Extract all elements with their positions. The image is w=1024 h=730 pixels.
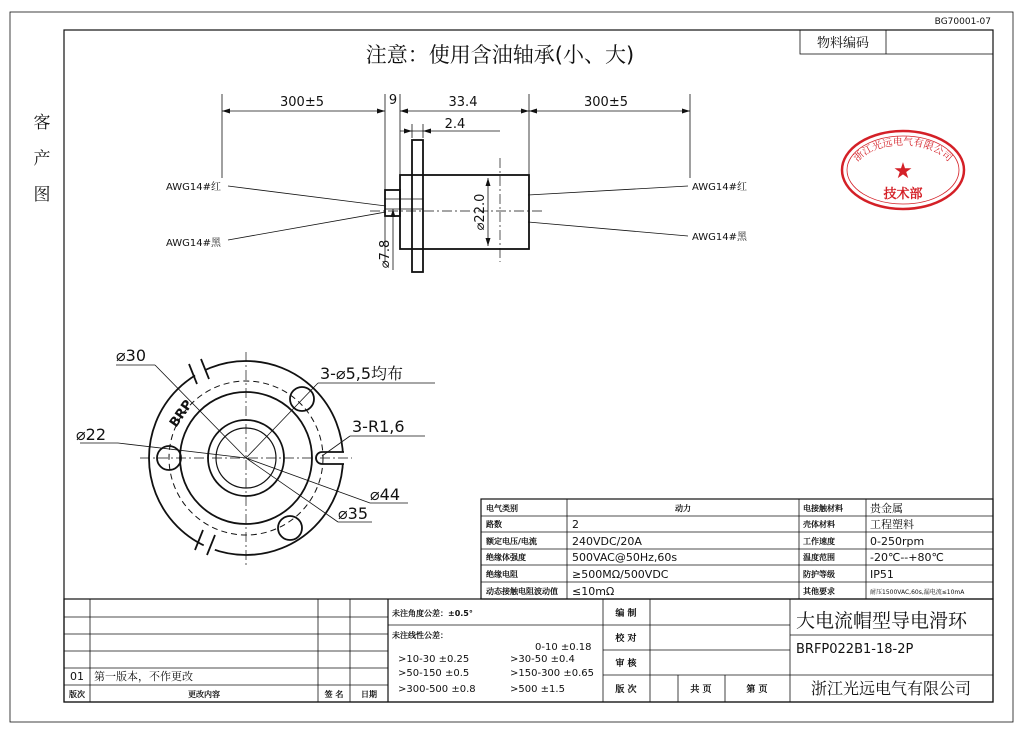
mount-hole-3 (278, 516, 302, 540)
seal-dept: 技术部 (883, 187, 923, 202)
slip-ring-body (400, 175, 529, 249)
spec-value-2: 2 (572, 518, 579, 531)
dim-left-wire: 300±5 (280, 95, 324, 110)
dim-d30: ⌀30 (116, 346, 146, 365)
seal-ring-text: 浙江光远电气有限公司 (851, 136, 955, 165)
dim-bore: ⌀7.8 (378, 239, 393, 269)
product-name: 大电流帽型导电滑环 (796, 610, 968, 632)
spec-label2-4: 温度范围 (803, 553, 835, 562)
dim-d22: ⌀22 (76, 425, 106, 444)
dim-body-dia: ⌀22.0 (473, 193, 488, 231)
spec-value-1: 动力 (675, 504, 691, 513)
side-label-2: 产 (33, 149, 51, 169)
brand-logo: BRP (166, 397, 197, 431)
spec-label2-1: 电接触材料 (803, 504, 843, 513)
tolerance-1: 0-10 ±0.18 (535, 642, 592, 653)
dim-d35: ⌀35 (338, 504, 368, 523)
part-number: BRFP022B1-18-2P (796, 642, 914, 657)
spec-label-2: 路数 (486, 520, 502, 529)
spec-label2-6: 其他要求 (803, 587, 835, 596)
wire-left-bottom: AWG14#黑 (166, 238, 222, 249)
doc-code: BG70001-07 (934, 17, 991, 27)
spec-label-5: 绝缘电阻 (486, 570, 518, 579)
version-label: 版 次 (615, 685, 637, 695)
reviewed-by-label: 审 核 (615, 659, 637, 669)
tolerance-4: >50-150 ±0.5 (398, 668, 470, 679)
spec-label2-5: 防护等级 (803, 570, 835, 579)
tolerance-6: >300-500 ±0.8 (398, 684, 476, 695)
dim-d44: ⌀44 (370, 485, 400, 504)
material-code-label: 物料编码 (816, 36, 870, 51)
revision-col-date: 日期 (361, 690, 377, 699)
spec-value-5: ≥500MΩ/500VDC (572, 568, 669, 581)
revision-col-rev: 版次 (69, 690, 85, 699)
wire-right-bottom: AWG14#黑 (692, 232, 748, 243)
spec-table (481, 499, 993, 599)
revision-number: 01 (70, 670, 84, 683)
spec-value-6: ≤10mΩ (572, 585, 615, 598)
total-pages-label: 共 页 (690, 685, 712, 695)
flange-plate (412, 140, 423, 272)
star-icon: ★ (893, 159, 913, 184)
slot-3 (195, 530, 221, 559)
spec-value-4: 500VAC@50Hz,60s (572, 551, 678, 564)
slot-1 (189, 359, 212, 387)
tolerance-7: >500 ±1.5 (510, 684, 565, 695)
company-name: 浙江光远电气有限公司 (810, 679, 972, 698)
front-view (76, 346, 435, 565)
spec-label-3: 额定电压/电流 (486, 537, 537, 546)
wire-right-top: AWG14#红 (692, 182, 748, 193)
side-view (166, 93, 748, 272)
drawn-by-label: 编 制 (615, 609, 637, 619)
spec-value-3: 240VDC/20A (572, 535, 642, 548)
tolerance-3: >30-50 ±0.4 (510, 654, 575, 665)
revision-col-content: 更改内容 (188, 690, 220, 699)
angle-tolerance: 未注角度公差：±0.5° (392, 609, 473, 618)
title-block (64, 599, 993, 702)
wire-left-top: AWG14#红 (166, 182, 222, 193)
spec-value2-5: IP51 (870, 568, 894, 581)
dim-holes: 3-⌀5,5均布 (320, 364, 404, 383)
linear-tolerance-label: 未注线性公差： (392, 631, 448, 640)
tolerance-2: >10-30 ±0.25 (398, 654, 470, 665)
dim-body: 33.4 (448, 95, 478, 110)
spec-label-1: 电气类别 (486, 504, 518, 513)
revision-col-sign: 签 名 (324, 690, 344, 699)
dim-flange: 9 (388, 93, 398, 108)
revision-content: 第一版本，不作更改 (94, 670, 193, 683)
spec-value2-3: 0-250rpm (870, 535, 925, 548)
tolerance-5: >150-300 ±0.65 (510, 668, 594, 679)
dim-flange-thk: 2.4 (444, 117, 466, 132)
spec-label2-2: 壳体材料 (803, 520, 835, 529)
spec-label2-3: 工作速度 (803, 537, 835, 546)
dim-right-wire: 300±5 (584, 95, 628, 110)
spec-value2-1: 贵金属 (870, 502, 903, 515)
spec-label-4: 绝缘体强度 (486, 553, 526, 562)
spec-label-6: 动态接触电阻波动值 (486, 587, 558, 596)
title-note: 注意：使用含油轴承(小、大) (365, 43, 635, 67)
company-seal (842, 131, 964, 209)
page-label: 第 页 (746, 685, 768, 695)
checked-by-label: 校 对 (615, 634, 637, 644)
side-label-3: 图 (33, 185, 51, 205)
spec-value2-4: -20℃--+80℃ (870, 551, 944, 564)
dim-slots: 3-R1,6 (352, 417, 405, 436)
spec-value2-6: 耐压1500VAC,60s,漏电流≤10mA (870, 589, 965, 596)
side-label-1: 客 (33, 113, 51, 133)
spec-value2-2: 工程塑料 (870, 518, 914, 531)
